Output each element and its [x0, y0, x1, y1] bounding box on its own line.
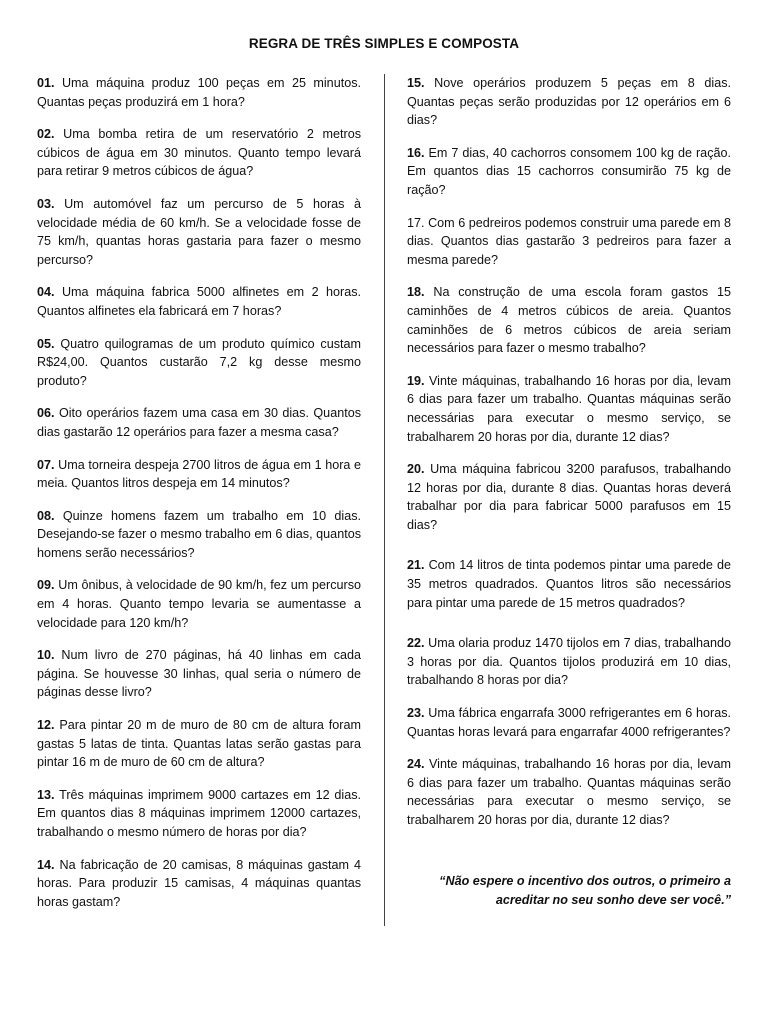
- right-column: [407, 74, 731, 844]
- question-24: [407, 755, 731, 829]
- question-number: 15.: [407, 76, 425, 90]
- question-04: [37, 283, 361, 320]
- question-02: [37, 125, 361, 181]
- question-text: Uma máquina produz 100 peças em 25 minutos. Quantas peças produzirá em 1 hora?: [37, 76, 361, 109]
- question-text: Oito operários fazem uma casa em 30 dias. Quantos dias gastarão 12 operários para fazer a mesma casa?: [37, 406, 361, 439]
- question-text: Nove operários produzem 5 peças em 8 dias. Quantas peças serão produzidas por 12 operários em 6 dias?: [407, 76, 731, 128]
- question-text: Vinte máquinas, trabalhando 16 horas por dia, levam 6 dias para fazer um trabalho. Quantas máquinas serão necessárias para executar o mesmo serviço, se trabalharem 20 horas por dia, durante 12 dias?: [407, 373, 732, 444]
- question-text: Um automóvel faz um percurso de 5 horas à velocidade média de 60 km/h. Se a velocidade fosse de 75 km/h, quantas horas gastaria para fazer o mesmo percurso?: [37, 196, 362, 267]
- question-03: [37, 195, 361, 269]
- question-text: Um ônibus, à velocidade de 90 km/h, fez um percurso em 4 horas. Quanto tempo levaria se aumentasse a velocidade para 120 km/h?: [37, 578, 361, 630]
- question-text: Para pintar 20 m de muro de 80 cm de altura foram gastas 5 latas de tinta. Quantas latas serão gastas para pintar 16 m de muro de 60 cm de altura?: [37, 718, 361, 770]
- question-12: [37, 716, 361, 772]
- question-text: Uma máquina fabricou 3200 parafusos, trabalhando 12 horas por dia, durante 8 dias. Quantas horas deverá trabalhar por dia para fabricar 5000 parafusos em 15 dias?: [407, 462, 732, 532]
- question-number: 08.: [37, 508, 55, 523]
- question-text: Num livro de 270 páginas, há 40 linhas em cada página. Se houvesse 30 linhas, qual seria o número de páginas desse livro?: [37, 648, 362, 700]
- question-number: 04.: [37, 285, 55, 300]
- question-number: 10.: [37, 648, 55, 663]
- question-text: Uma olaria produz 1470 tijolos em 7 dias, trabalhando 3 horas por dia. Quantos tijolos produzirá em 10 dias, trabalhando 8 horas por dia?: [407, 636, 731, 688]
- question-text: Uma máquina fabrica 5000 alfinetes em 2 horas. Quantos alfinetes ela fabricará em 7 horas?: [37, 285, 361, 318]
- question-09: [37, 576, 361, 632]
- question-21: [407, 556, 731, 612]
- question-text: Uma torneira despeja 2700 litros de água em 1 hora e meia. Quantos litros despeja em 14 minutos?: [37, 457, 362, 491]
- question-text: Vinte máquinas, trabalhando 16 horas por dia, levam 6 dias para fazer um trabalho. Quantas máquinas serão necessárias para executar o mesmo serviço, se trabalharem 20 horas por dia, durante 12 dias?: [407, 757, 732, 827]
- question-13: [37, 786, 361, 842]
- question-number: 21.: [407, 558, 425, 573]
- question-text: Três máquinas imprimem 9000 cartazes em 12 dias. Em quantos dias 8 máquinas imprimem 12000 cartazes, trabalhando o mesmo número de horas por dia?: [37, 787, 361, 839]
- question-text: Em 7 dias, 40 cachorros consomem 100 kg de ração. Em quantos dias 15 cachorros consumirão 75 kg de ração?: [407, 145, 731, 197]
- question-05: [37, 335, 361, 391]
- question-number: 24.: [407, 757, 425, 772]
- question-number: 06.: [37, 406, 55, 421]
- question-text: Na construção de uma escola foram gastos 15 caminhões de 4 metros cúbicos de areia. Quantos caminhões de 6 metros cúbicos de areia seriam necessários para fazer o mesmo trabalho?: [407, 285, 731, 356]
- question-text: Quatro quilogramas de um produto químico custam R$24,00. Quantos custarão 7,2 kg desse mesmo produto?: [37, 336, 362, 388]
- question-text: Uma fábrica engarrafa 3000 refrigerantes em 6 horas. Quantas horas levará para engarrafar 4000 refrigerantes?: [407, 706, 731, 739]
- question-number: 05.: [37, 336, 55, 351]
- question-18: [407, 283, 731, 357]
- question-07: [37, 456, 361, 493]
- question-08: [37, 507, 361, 563]
- question-01: [37, 74, 361, 111]
- question-number: 18.: [407, 285, 425, 300]
- question-text: Na fabricação de 20 camisas, 8 máquinas gastam 4 horas. Para produzir 15 camisas, 4 máquinas quantas horas gastam?: [37, 857, 362, 909]
- question-number: 19.: [407, 373, 425, 388]
- column-divider: [384, 74, 385, 926]
- question-15: [407, 74, 731, 130]
- left-column: [37, 74, 361, 925]
- question-number: 22.: [407, 636, 425, 651]
- question-number: 03.: [37, 196, 55, 211]
- question-number: 13.: [37, 787, 55, 802]
- question-19: [407, 372, 731, 446]
- question-20: [407, 460, 731, 534]
- question-text: Uma bomba retira de um reservatório 2 metros cúbicos de água em 30 minutos. Quanto tempo levará para retirar 9 metros cúbicos de água?: [37, 127, 361, 179]
- question-number: 02.: [37, 127, 55, 142]
- question-22: [407, 634, 731, 690]
- question-text: 17. Com 6 pedreiros podemos construir uma parede em 8 dias. Quantos dias gastarão 3 pedreiros para fazer a mesma parede?: [407, 215, 731, 267]
- question-number: 16.: [407, 145, 425, 160]
- question-number: 01.: [37, 76, 55, 90]
- question-17: [407, 214, 731, 270]
- page-title: REGRA DE TRÊS SIMPLES E COMPOSTA: [248, 36, 520, 51]
- question-06: [37, 404, 361, 441]
- motivational-quote: “Não espere o incentivo dos outros, o primeiro a acreditar no seu sonho deve ser você.”: [439, 874, 731, 907]
- question-number: 07.: [37, 457, 55, 472]
- question-number: 12.: [37, 718, 55, 733]
- question-number: 20.: [407, 462, 425, 477]
- question-23: [407, 704, 731, 741]
- question-text: Com 14 litros de tinta podemos pintar uma parede de 35 metros quadrados. Quantos litros são necessários para pintar uma parede de 15 metros quadrados?: [407, 558, 731, 610]
- question-number: 23.: [407, 706, 425, 721]
- question-16: [407, 144, 731, 200]
- question-number: 09.: [37, 578, 55, 593]
- question-14: [37, 856, 361, 912]
- question-text: Quinze homens fazem um trabalho em 10 dias. Desejando-se fazer o mesmo trabalho em 6 dias, quantos homens serão necessários?: [37, 508, 361, 560]
- question-number: 14.: [37, 857, 55, 872]
- question-10: [37, 646, 361, 702]
